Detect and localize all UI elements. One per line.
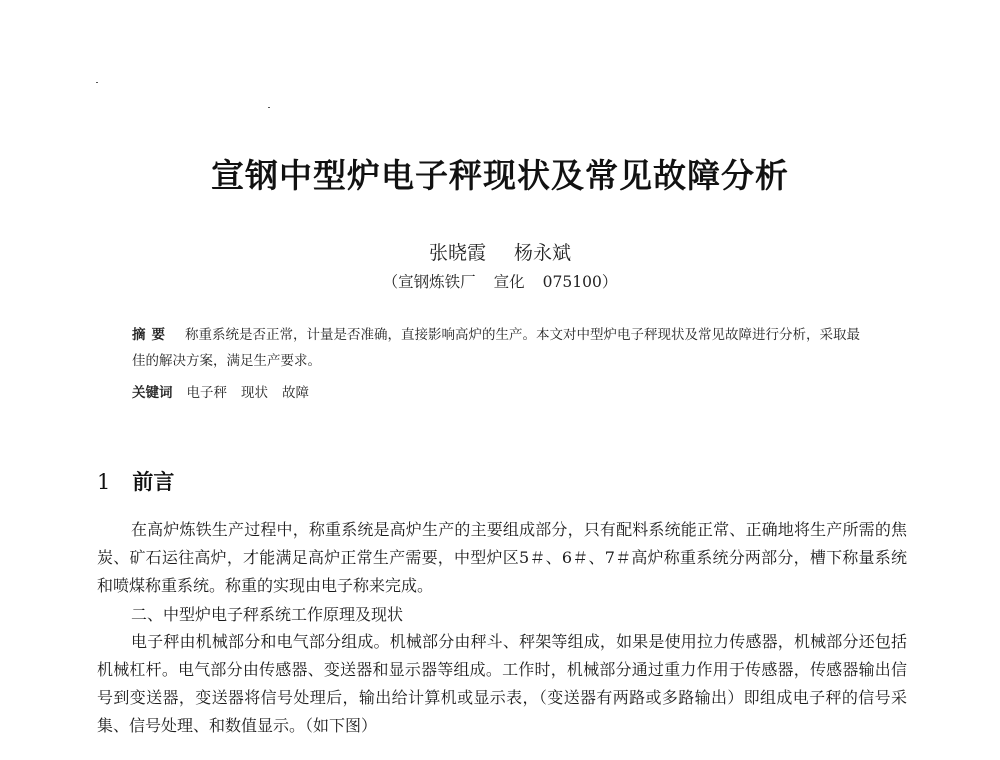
scan-speck (268, 107, 270, 108)
abstract (132, 322, 872, 374)
abstract-text: 称重系统是否正常，计量是否准确，直接影响高炉的生产。本文对中型炉电子秤现状及常见故障进行分析，采取最佳的解决方案，满足生产要求。 (132, 327, 860, 369)
section-number: 1 (97, 470, 111, 494)
author-name: 杨永斌 (514, 242, 572, 264)
subsection-heading: 二、中型炉电子秤系统工作原理及现状 (131, 605, 404, 624)
keyword: 现状 (241, 385, 268, 401)
affiliation-line (0, 270, 1000, 292)
body-paragraph: 在高炉炼铁生产过程中，称重系统是高炉生产的主要组成部分，只有配料系统能正常、正确地将生产所需的焦炭、矿石运往高炉，才能满足高炉正常生产需要，中型炉区5＃、6＃、7＃高炉称重系统分两部分，槽下称量系统和喷煤称重系统。称重的实现由电子称来完成。 (97, 520, 907, 595)
affiliation-postcode: 075100 (542, 273, 602, 291)
abstract-label: 摘要 (132, 327, 171, 343)
scan-speck (96, 82, 98, 83)
author-name: 张晓霞 (428, 242, 486, 264)
affiliation-paren-open: （ (382, 273, 399, 291)
affiliation-org: 宣钢炼铁厂 (398, 273, 476, 291)
affiliation-city: 宣化 (493, 273, 525, 291)
affiliation-paren-close: ） (601, 273, 618, 291)
keywords (132, 381, 323, 401)
keywords-label: 关键词 (132, 385, 173, 401)
paper-title: 宣钢中型炉电子秤现状及常见故障分析 (211, 156, 789, 195)
keyword: 故障 (282, 385, 309, 401)
body-paragraph: 电子秤由机械部分和电气部分组成。机械部分由秤斗、秤架等组成，如果是使用拉力传感器，机械部分还包括机械杠杆。电气部分由传感器、变送器和显示器等组成。工作时，机械部分通过重力作用于传感器，传感器输出信号到变送器，变送器将信号处理后，输出给计算机或显示表，（变送器有两路或多路输出）即组成电子秤的信号采集、信号处理、和数值显示。（如下图） (97, 632, 907, 735)
section-heading (97, 466, 174, 496)
section-title: 前言 (132, 470, 175, 494)
keyword: 电子秤 (186, 385, 227, 401)
author-line (0, 238, 1000, 265)
